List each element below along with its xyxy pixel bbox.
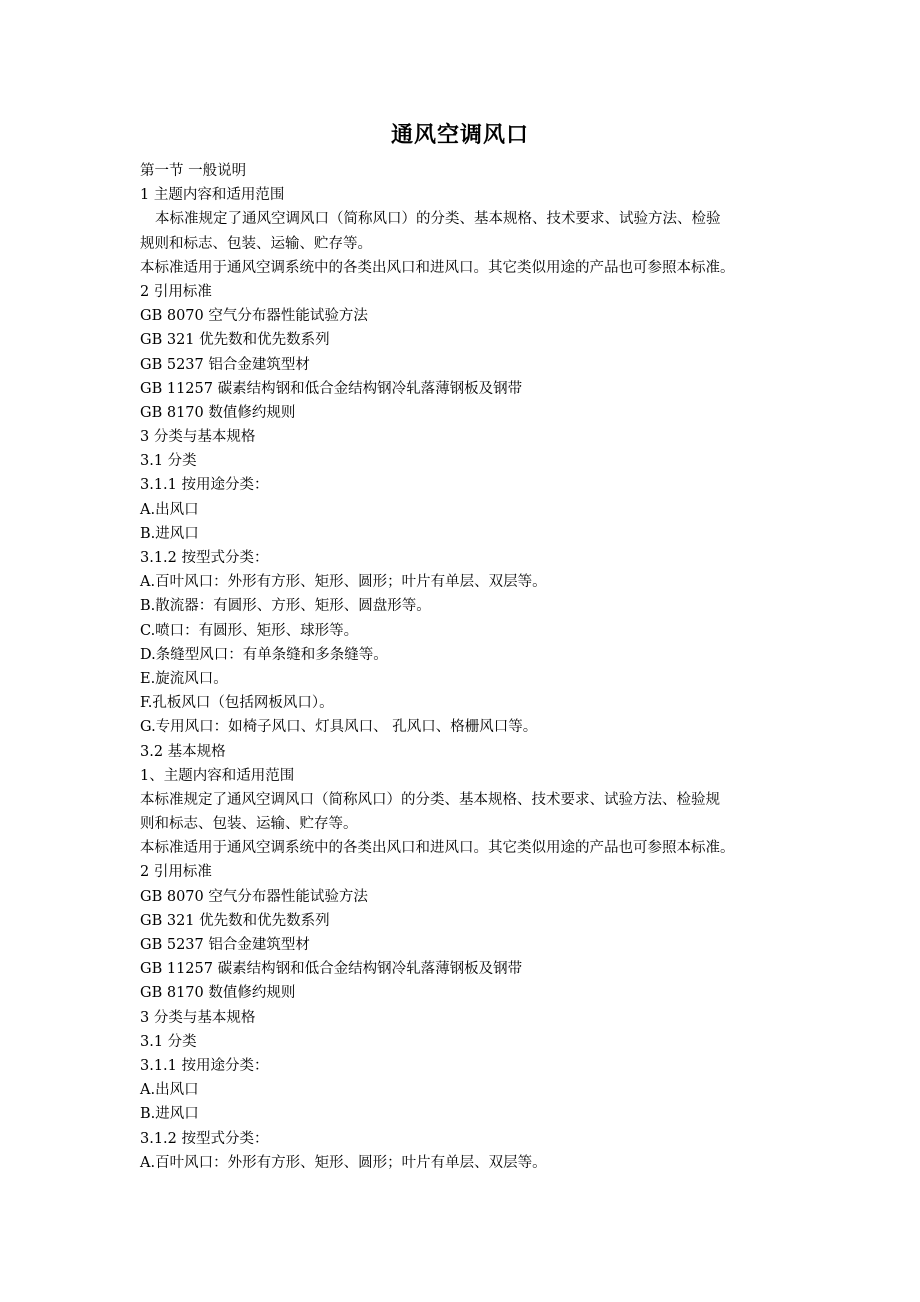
text-line: 3.1 分类 bbox=[140, 1033, 197, 1050]
text-line: GB 11257 碳素结构钢和低合金结构钢冷轧落薄钢板及钢带 bbox=[140, 961, 523, 978]
text-line: 3.1.2 按型式分类： bbox=[140, 550, 269, 566]
text-line: 3.1.1 按用途分类： bbox=[140, 1057, 269, 1074]
text-line: A.百叶风口：外形有方形、矩形、圆形；叶片有单层、双层等。 bbox=[140, 1154, 547, 1171]
text-line: GB 321 优先数和优先数系列 bbox=[140, 332, 330, 349]
text-line: 本标准规定了通风空调风口（简称风口）的分类、基本规格、技术要求、试验方法、检验规 bbox=[140, 791, 720, 808]
text-line: GB 8070 空气分布器性能试验方法 bbox=[140, 308, 368, 325]
text-line: 规则和标志、包装、运输、贮存等。 bbox=[140, 235, 372, 252]
text-line: A.出风口 bbox=[140, 1082, 199, 1099]
text-line: GB 5237 铝合金建筑型材 bbox=[140, 937, 310, 953]
document-body bbox=[140, 159, 800, 1175]
text-line: 2 引用标准 bbox=[140, 864, 212, 881]
text-line: B.进风口 bbox=[140, 1106, 199, 1123]
text-line: 本标准适用于通风空调系统中的各类出风口和进风口。其它类似用途的产品也可参照本标准。 bbox=[140, 840, 735, 857]
text-line: 本标准规定了通风空调风口（简称风口）的分类、基本规格、技术要求、试验方法、检验 bbox=[155, 211, 721, 228]
text-line: 第一节 一般说明 bbox=[140, 163, 247, 179]
text-line: D.条缝型风口：有单条缝和多条缝等。 bbox=[140, 646, 388, 663]
text-line: B.进风口 bbox=[140, 525, 199, 542]
text-line: A.百叶风口：外形有方形、矩形、圆形；叶片有单层、双层等。 bbox=[140, 574, 547, 591]
text-line: GB 11257 碳素结构钢和低合金结构钢冷轧落薄钢板及钢带 bbox=[140, 380, 523, 397]
text-line: 3.1.1 按用途分类： bbox=[140, 477, 269, 494]
text-line: 2 引用标准 bbox=[140, 283, 212, 300]
page-title: 通风空调风口 bbox=[390, 123, 529, 148]
text-line: 1 主题内容和适用范围 bbox=[140, 187, 285, 204]
text-line: GB 5237 铝合金建筑型材 bbox=[140, 356, 310, 373]
text-line: E.旋流风口。 bbox=[140, 670, 228, 687]
text-line: 1、主题内容和适用范围 bbox=[140, 767, 295, 784]
text-line: GB 8170 数值修约规则 bbox=[140, 404, 296, 421]
text-line: 3.1 分类 bbox=[140, 453, 197, 470]
text-line: B.散流器：有圆形、方形、矩形、圆盘形等。 bbox=[140, 598, 431, 615]
text-line: 3 分类与基本规格 bbox=[140, 429, 256, 446]
text-line: GB 8170 数值修约规则 bbox=[140, 985, 296, 1002]
text-line: 3.2 基本规格 bbox=[140, 743, 226, 760]
text-line: 本标准适用于通风空调系统中的各类出风口和进风口。其它类似用途的产品也可参照本标准。 bbox=[140, 259, 735, 276]
text-line: F.孔板风口（包括网板风口）。 bbox=[140, 695, 334, 712]
text-line: GB 8070 空气分布器性能试验方法 bbox=[140, 888, 368, 905]
text-line: C.喷口：有圆形、矩形、球形等。 bbox=[140, 622, 359, 639]
text-line: G.专用风口：如椅子风口、灯具风口、 孔风口、格栅风口等。 bbox=[140, 719, 538, 736]
text-line: 则和标志、包装、运输、贮存等。 bbox=[140, 816, 358, 833]
text-line: 3.1.2 按型式分类： bbox=[140, 1130, 269, 1147]
text-line: A.出风口 bbox=[140, 501, 199, 518]
text-line: GB 321 优先数和优先数系列 bbox=[140, 912, 330, 929]
text-line: 3 分类与基本规格 bbox=[140, 1009, 256, 1026]
